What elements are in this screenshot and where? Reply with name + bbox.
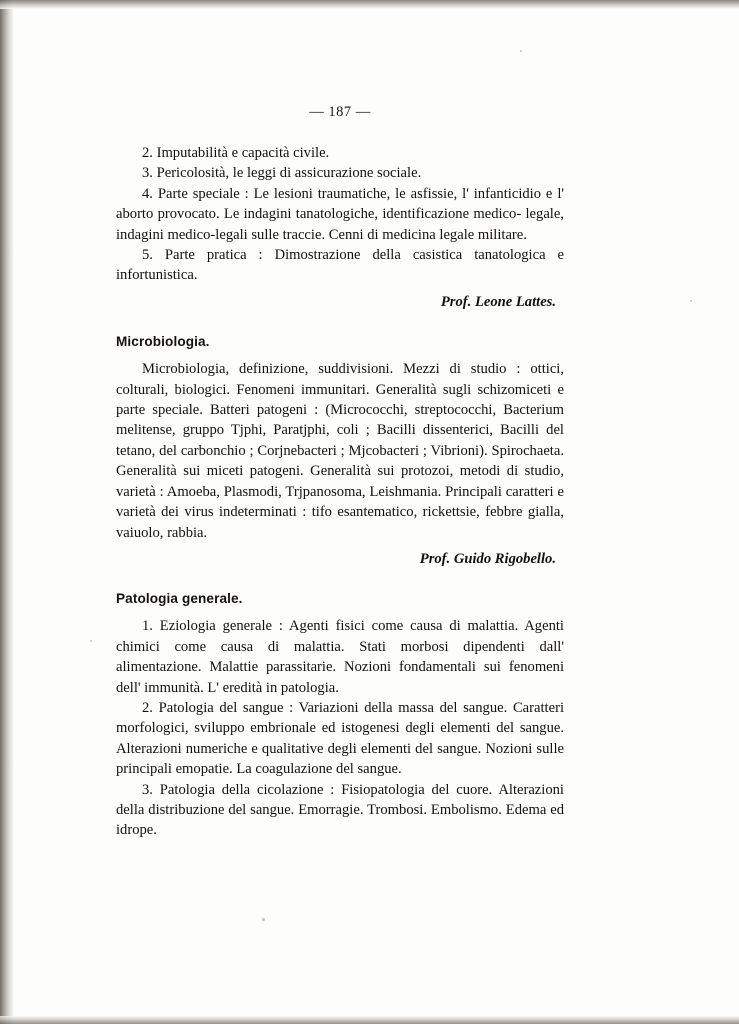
scan-speck (520, 50, 522, 52)
paragraph: 3. Pericolosità, le leggi di assicurazione sociale. (142, 165, 422, 182)
scan-speck (90, 640, 92, 642)
paragraph: 3. Patologia della cicolazione : Fisiopatologia del cuore. Alterazioni della distribuzione del sangue. Emorragie. Trombosi. Embolismo. Edema ed idrope. (116, 781, 564, 839)
scan-speck (690, 300, 692, 302)
scan-edge-bottom (0, 1016, 739, 1024)
scan-edge-left (0, 0, 14, 1024)
page-content (116, 104, 564, 841)
paragraph: Microbiologia, definizione, suddivisioni. Mezzi di studio : ottici, colturali, biologici. Fenomeni immunitari. Generalità sugli schizomiceti e parte speciale. Batteri patogeni : (Micrococchi, streptococchi, Bacterium melitense, gruppo Tjphi, Paratjphi, coli ; Bacilli dissenterici, Bacilli del tetano, del carbonchio ; Corjnebacteri ; Mjcobacteri ; Vibrioni). Spirochaeta. Generalità sui miceti patogeni. Generalità sui protozoi, metodi di studio, varietà : Amoeba, Plasmodi, Trjpanosoma, Leishmania. Principali caratteri e varietà dei virus indeterminati : tifo esantematico, rickettsie, febbre gialla, vaiuolo, rabbia. (116, 361, 564, 541)
paragraph: 2. Patologia del sangue : Variazioni della massa del sangue. Caratteri morfologici, sviluppo embrionale ed istogenesi degli elementi del sangue. Alterazioni numeriche e qualitative degli elementi del sangue. Nozioni sulle principali emopatie. La coagulazione del sangue. (116, 699, 564, 778)
section-microbiologia (116, 334, 564, 569)
section-medicina-legale-continued (116, 143, 564, 312)
scan-speck (262, 918, 265, 921)
paragraph: 1. Eziologia generale : Agenti fisici come causa di malattia. Agenti chimici come causa di malattia. Stati morbosi dipendenti dall' alimentazione. Malattie parassitarie. Nozioni fondamentali sui fenomeni dell' immunità. L' eredità in patologia. (116, 618, 564, 696)
paragraph: 2. Imputabilità e capacità civile. (142, 145, 330, 161)
section-byline: Prof. Guido Rigobello. (419, 550, 556, 567)
paragraph: 5. Parte pratica : Dimostrazione della casistica tanatologica e infortunistica. (116, 247, 564, 284)
section-heading: Patologia generale. (116, 591, 243, 607)
paragraph: 4. Parte speciale : Le lesioni traumatiche, le asfissie, l' infanticidio e l' aborto provocato. Le indagini tanatologiche, identificazione medico- legale, indagini medico-legali sulle traccie. Cenni di medicina legale militare. (116, 185, 564, 243)
section-heading: Microbiologia. (116, 334, 210, 350)
scan-edge-top (0, 0, 739, 9)
page-number: — 187 — (309, 104, 371, 120)
section-patologia-generale (116, 591, 564, 840)
section-byline: Prof. Leone Lattes. (440, 293, 556, 310)
